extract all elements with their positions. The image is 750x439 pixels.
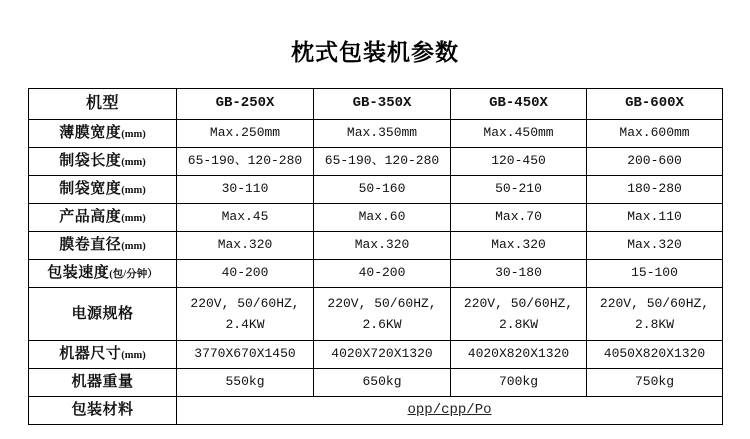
cell: Max.350mm bbox=[314, 120, 451, 148]
row-label bbox=[29, 369, 177, 397]
cell: 180-280 bbox=[587, 176, 723, 204]
cell: Max.320 bbox=[314, 232, 451, 260]
cell: 65-190、120-280 bbox=[314, 148, 451, 176]
row-label-text: 薄膜宽度 bbox=[59, 125, 122, 142]
row-label bbox=[29, 176, 177, 204]
row-label-text: 产品高度 bbox=[59, 209, 122, 226]
row-label bbox=[29, 148, 177, 176]
row-label-unit: (mm) bbox=[121, 185, 146, 197]
row-label bbox=[29, 397, 177, 425]
cell: 700kg bbox=[451, 369, 587, 397]
row-label-unit: (mm) bbox=[121, 350, 146, 362]
row-label-text: 包装材料 bbox=[71, 402, 134, 419]
row-label bbox=[29, 341, 177, 369]
table-header-row bbox=[29, 89, 723, 120]
cell: 220V, 50/60HZ, 2.4KW bbox=[177, 288, 314, 341]
spec-table-container bbox=[28, 88, 722, 425]
row-label-text: 制袋长度 bbox=[59, 153, 122, 170]
cell: 50-160 bbox=[314, 176, 451, 204]
cell: Max.320 bbox=[451, 232, 587, 260]
row-label-text: 电源规格 bbox=[71, 305, 134, 322]
row-label-text: 包装速度 bbox=[47, 265, 110, 282]
row-label bbox=[29, 288, 177, 341]
cell: 4020X720X1320 bbox=[314, 341, 451, 369]
row-label-unit: (mm) bbox=[121, 241, 146, 253]
cell: Max.110 bbox=[587, 204, 723, 232]
cell: Max.450mm bbox=[451, 120, 587, 148]
cell: 220V, 50/60HZ, 2.6KW bbox=[314, 288, 451, 341]
cell: 40-200 bbox=[314, 260, 451, 288]
table-row bbox=[29, 260, 723, 288]
cell: Max.250mm bbox=[177, 120, 314, 148]
cell: 750kg bbox=[587, 369, 723, 397]
table-row bbox=[29, 148, 723, 176]
table-row bbox=[29, 341, 723, 369]
cell: 40-200 bbox=[177, 260, 314, 288]
row-label bbox=[29, 232, 177, 260]
cell: Max.70 bbox=[451, 204, 587, 232]
cell: 50-210 bbox=[451, 176, 587, 204]
cell: 200-600 bbox=[587, 148, 723, 176]
row-label-unit: (mm) bbox=[121, 213, 146, 225]
table-row bbox=[29, 120, 723, 148]
row-label-unit: (包/分钟） bbox=[109, 269, 158, 281]
row-label-text: 机器重量 bbox=[71, 374, 134, 391]
cell: 650kg bbox=[314, 369, 451, 397]
header-cell-model: 机型 bbox=[29, 89, 177, 120]
cell: 4050X820X1320 bbox=[587, 341, 723, 369]
cell: 15-100 bbox=[587, 260, 723, 288]
table-row bbox=[29, 232, 723, 260]
cell: Max.320 bbox=[587, 232, 723, 260]
page-title: 枕式包装机参数 bbox=[291, 40, 459, 65]
header-cell-model-2: GB-350X bbox=[314, 89, 451, 120]
cell: 120-450 bbox=[451, 148, 587, 176]
row-label-unit: (mm) bbox=[121, 129, 146, 141]
header-cell-model-3: GB-450X bbox=[451, 89, 587, 120]
cell: 30-180 bbox=[451, 260, 587, 288]
cell-packaging-material: opp/cpp/Po bbox=[177, 397, 723, 425]
row-label bbox=[29, 260, 177, 288]
row-label-unit: (mm) bbox=[121, 157, 146, 169]
cell: 550kg bbox=[177, 369, 314, 397]
table-row bbox=[29, 288, 723, 341]
cell: Max.45 bbox=[177, 204, 314, 232]
table-row bbox=[29, 176, 723, 204]
row-label-text: 制袋宽度 bbox=[59, 181, 122, 198]
row-label-text: 膜卷直径 bbox=[59, 237, 122, 254]
cell: 65-190、120-280 bbox=[177, 148, 314, 176]
cell: 30-110 bbox=[177, 176, 314, 204]
spec-table bbox=[28, 88, 723, 425]
table-row-material bbox=[29, 397, 723, 425]
header-cell-model-1: GB-250X bbox=[177, 89, 314, 120]
row-label-text: 机器尺寸 bbox=[59, 346, 122, 363]
cell: 220V, 50/60HZ, 2.8KW bbox=[587, 288, 723, 341]
cell: Max.600mm bbox=[587, 120, 723, 148]
row-label bbox=[29, 120, 177, 148]
cell: 3770X670X1450 bbox=[177, 341, 314, 369]
row-label bbox=[29, 204, 177, 232]
cell: Max.320 bbox=[177, 232, 314, 260]
cell: Max.60 bbox=[314, 204, 451, 232]
header-cell-model-4: GB-600X bbox=[587, 89, 723, 120]
cell: 220V, 50/60HZ, 2.8KW bbox=[451, 288, 587, 341]
cell: 4020X820X1320 bbox=[451, 341, 587, 369]
table-row bbox=[29, 204, 723, 232]
table-row bbox=[29, 369, 723, 397]
